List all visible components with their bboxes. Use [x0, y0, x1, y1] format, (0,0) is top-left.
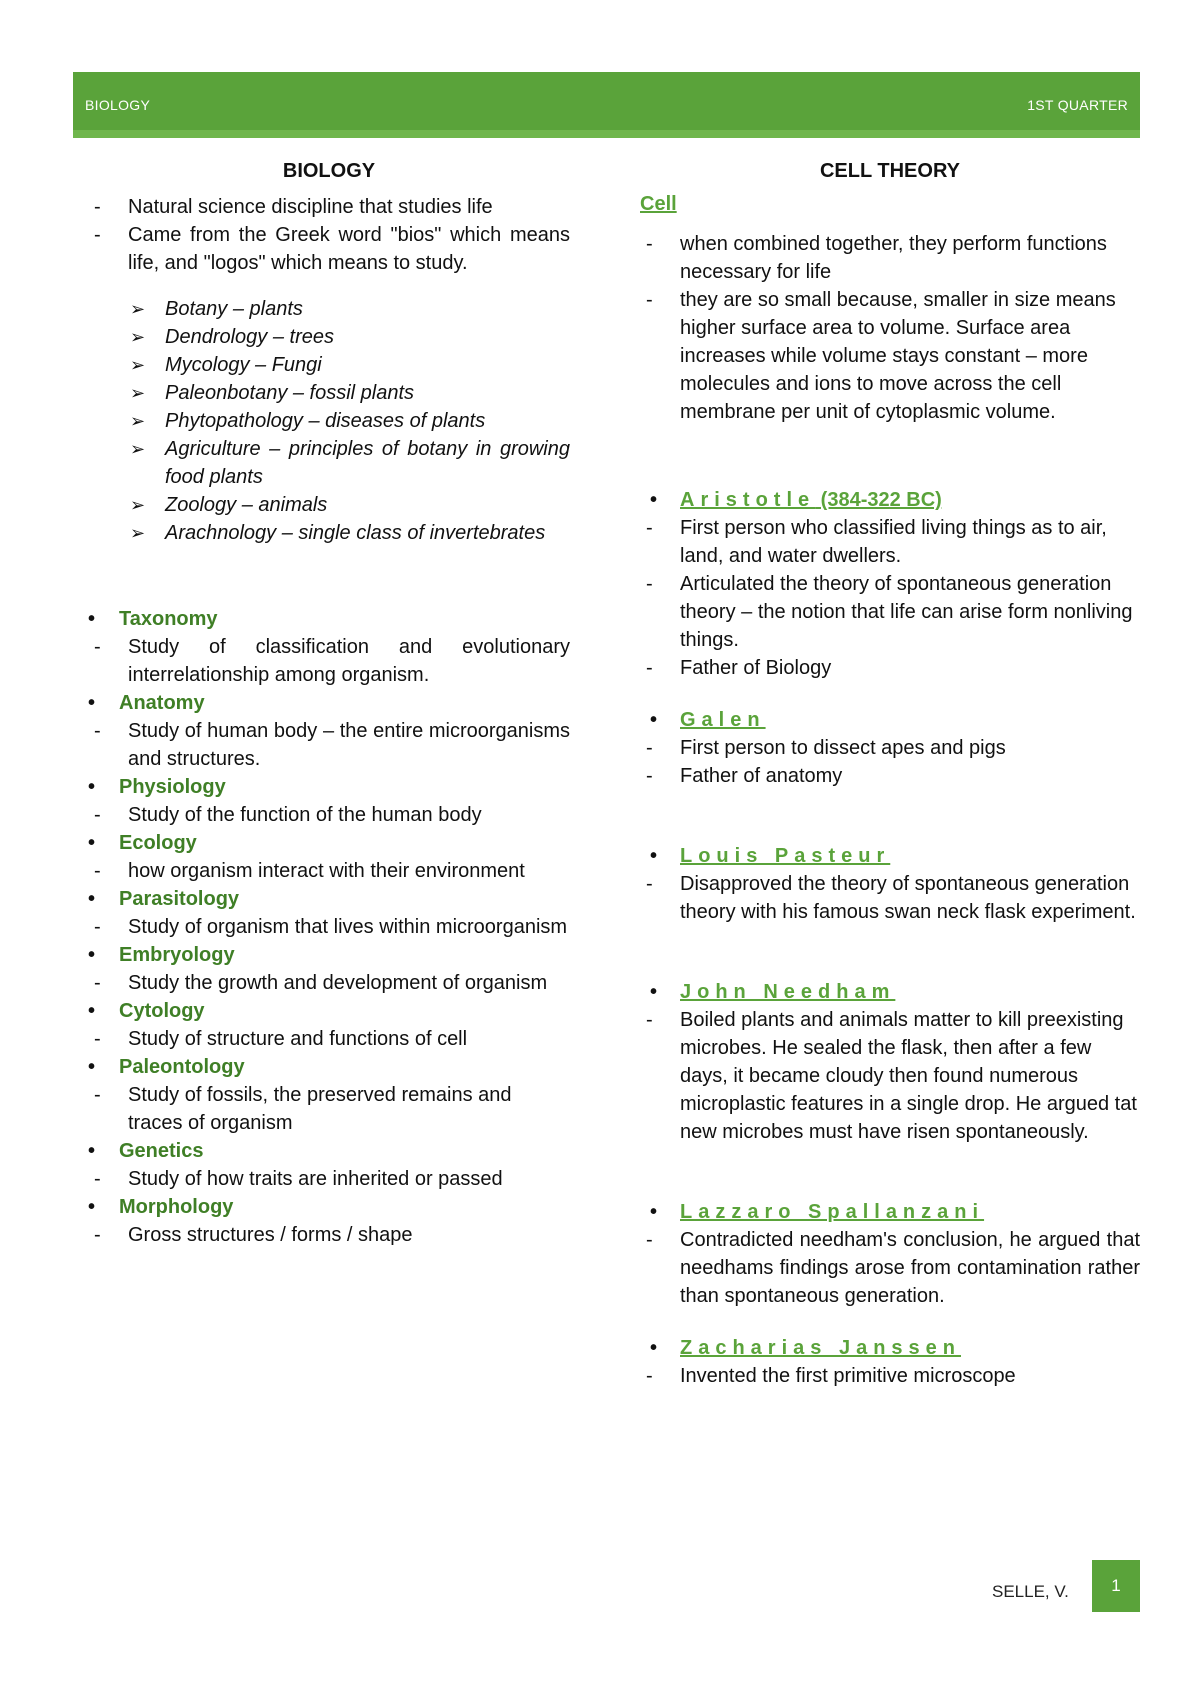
- bullet-icon: •: [650, 981, 658, 1003]
- field-entry: [88, 997, 570, 1053]
- field-desc: - Study of how traits are inherited or passed: [88, 1165, 570, 1193]
- bullet-icon: •: [88, 1140, 96, 1162]
- bullet-icon: •: [88, 832, 96, 854]
- field-name: Embryology: [119, 944, 235, 966]
- left-column: [88, 160, 570, 1249]
- branch-item: ➢ Dendrology – trees: [88, 323, 570, 351]
- bullet-icon: •: [88, 608, 96, 630]
- bullet-icon: •: [650, 845, 658, 867]
- field-entry: [88, 689, 570, 773]
- person-point: - Disapproved the theory of spontaneous generation theory with his famous swan neck flask experiment.: [640, 870, 1140, 926]
- field-entry: [88, 1193, 570, 1249]
- bullet-icon: •: [650, 709, 658, 731]
- intro-item: - Natural science discipline that studies life: [88, 193, 570, 221]
- person-point: - Father of anatomy: [640, 762, 1140, 790]
- person-point: - First person who classified living things as to air, land, and water dwellers.: [640, 514, 1140, 570]
- branch-item: ➢ Zoology – animals: [88, 491, 570, 519]
- field-entry: [88, 1053, 570, 1137]
- field-name: Physiology: [119, 776, 226, 798]
- person-point: - First person to dissect apes and pigs: [640, 734, 1140, 762]
- field-name: Anatomy: [119, 692, 205, 714]
- field-entry: [88, 773, 570, 829]
- bullet-icon: •: [650, 1337, 658, 1359]
- branch-item: ➢ Arachnology – single class of invertebrates: [88, 519, 570, 547]
- arrow-bullet-icon: ➢: [130, 355, 146, 375]
- right-column: [640, 160, 1140, 1390]
- field-desc: - how organism interact with their environment: [88, 857, 570, 885]
- bullet-icon: •: [88, 888, 96, 910]
- field-desc: - Study of the function of the human body: [88, 801, 570, 829]
- branch-item: ➢ Phytopathology – diseases of plants: [88, 407, 570, 435]
- person-name: Galen: [680, 709, 766, 731]
- bullet-icon: •: [88, 692, 96, 714]
- person-point: - Invented the first primitive microscope: [640, 1362, 1140, 1390]
- cell-theory-title: CELL THEORY: [819, 160, 960, 182]
- header-quarter: 1ST QUARTER: [1027, 97, 1128, 113]
- branch-item: ➢ Agriculture – principles of botany in growing food plants: [88, 435, 570, 491]
- bullet-icon: •: [88, 944, 96, 966]
- arrow-bullet-icon: ➢: [130, 299, 146, 319]
- bullet-icon: •: [650, 489, 658, 511]
- person-name: Aristotle: [680, 489, 816, 511]
- biology-title: BIOLOGY: [282, 160, 376, 182]
- bullet-icon: •: [650, 1201, 658, 1223]
- biology-intro-list: [88, 193, 570, 277]
- field-entry: [88, 829, 570, 885]
- person-entry: [640, 486, 1140, 682]
- fields-list: [88, 605, 570, 1249]
- cell-heading: Cell: [640, 193, 677, 215]
- branch-item: ➢ Botany – plants: [88, 295, 570, 323]
- field-name: Parasitology: [119, 888, 240, 910]
- arrow-bullet-icon: ➢: [130, 495, 146, 515]
- field-desc: - Gross structures / forms / shape: [88, 1221, 570, 1249]
- field-name: Paleontology: [119, 1056, 245, 1078]
- branch-item: ➢ Mycology – Fungi: [88, 351, 570, 379]
- person-point: - Contradicted needham's conclusion, he argued that needhams findings arose from contamination rather than spontaneous generation.: [640, 1226, 1140, 1310]
- field-name: Morphology: [119, 1196, 234, 1218]
- field-desc: - Study of human body – the entire microorganisms and structures.: [88, 717, 570, 773]
- branches-list: [88, 295, 570, 547]
- field-entry: [88, 941, 570, 997]
- bullet-icon: •: [88, 1056, 96, 1078]
- branch-item: ➢ Paleonbotany – fossil plants: [88, 379, 570, 407]
- field-name: Cytology: [119, 1000, 205, 1022]
- arrow-bullet-icon: ➢: [130, 383, 146, 403]
- person-name: Louis Pasteur: [680, 845, 891, 867]
- field-desc: - Study the growth and development of organism: [88, 969, 570, 997]
- person-point: - Articulated the theory of spontaneous generation theory – the notion that life can arise form nonliving things.: [640, 570, 1140, 654]
- header-subject: BIOLOGY: [85, 97, 151, 113]
- bullet-icon: •: [88, 1000, 96, 1022]
- arrow-bullet-icon: ➢: [130, 327, 146, 347]
- field-desc: - Study of structure and functions of cell: [88, 1025, 570, 1053]
- field-name: Taxonomy: [119, 608, 218, 630]
- header-accent-strip: [73, 130, 1140, 138]
- field-name: Ecology: [119, 832, 197, 854]
- footer-author: SELLE, V.: [992, 1582, 1069, 1601]
- cell-point: - they are so small because, smaller in size means higher surface area to volume. Surface area increases while volume stays constant – more molecules and ions to move across the cell membrane per unit of cytoplasmic volume.: [640, 286, 1140, 426]
- field-desc: - Study of organism that lives within microorganism: [88, 913, 570, 941]
- bullet-icon: •: [88, 776, 96, 798]
- person-name: Lazzaro Spallanzani: [680, 1201, 985, 1223]
- field-name: Genetics: [119, 1140, 204, 1162]
- page-number: 1: [1092, 1560, 1140, 1612]
- person-name: John Needham: [680, 981, 896, 1003]
- arrow-bullet-icon: ➢: [130, 439, 146, 459]
- field-entry: [88, 605, 570, 689]
- field-desc: - Study of classification and evolutionary interrelationship among organism.: [88, 633, 570, 689]
- field-entry: [88, 1137, 570, 1193]
- page-header: [73, 72, 1140, 138]
- field-desc: - Study of fossils, the preserved remains and traces of organism: [88, 1081, 570, 1137]
- bullet-icon: •: [88, 1196, 96, 1218]
- arrow-bullet-icon: ➢: [130, 411, 146, 431]
- person-entry: [640, 1334, 1140, 1390]
- arrow-bullet-icon: ➢: [130, 523, 146, 543]
- person-entry: [640, 1198, 1140, 1310]
- person-name: Zacharias Janssen: [680, 1337, 961, 1359]
- person-entry: [640, 842, 1140, 926]
- person-point: - Boiled plants and animals matter to kill preexisting microbes. He sealed the flask, then after a few days, it became cloudy then found numerous microplastic features in a single drop. He argued tat new microbes must have risen spontaneously.: [640, 1006, 1140, 1146]
- cell-points: [640, 230, 1140, 426]
- cell-point: - when combined together, they perform functions necessary for life: [640, 230, 1140, 286]
- field-entry: [88, 885, 570, 941]
- person-point: - Father of Biology: [640, 654, 1140, 682]
- person-entry: [640, 706, 1140, 790]
- person-entry: [640, 978, 1140, 1146]
- intro-item: - Came from the Greek word "bios" which means life, and "logos" which means to study.: [88, 221, 570, 277]
- person-dates: (384-322 BC): [815, 489, 942, 511]
